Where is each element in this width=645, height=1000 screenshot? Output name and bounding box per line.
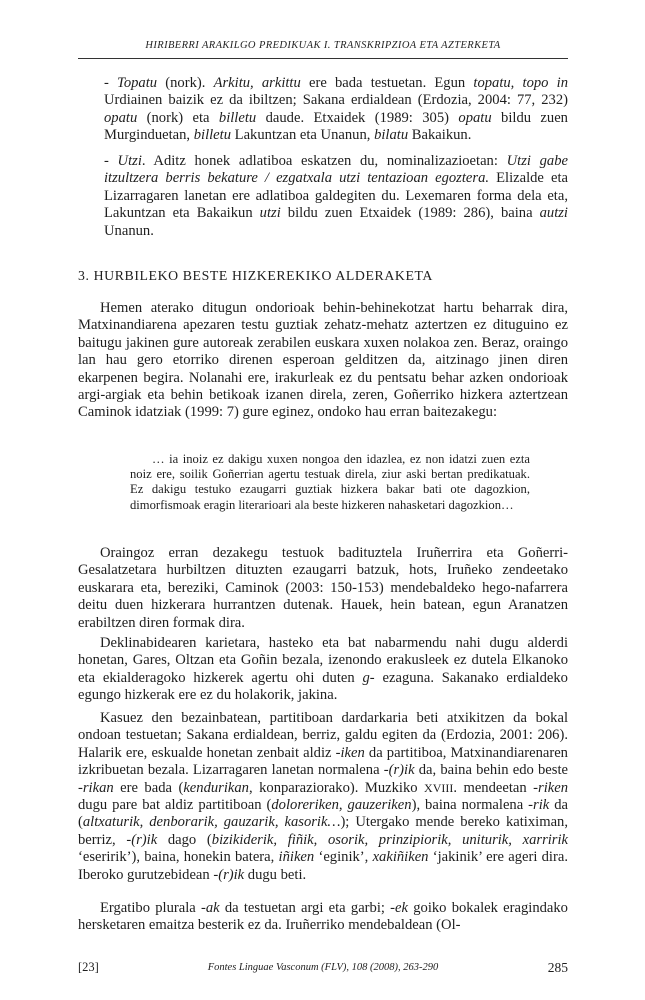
- paragraph-intro: Hemen aterako ditugun ondorioak behin-behinekotzat hartu beharrak dira, Matxinandiarena apezaren testu guztiak zehatz-mehatz aztertzen ez dituguino ez baitugu jakinen gure autoreak zerabilen euskara xuxen nolakoa zen. Beraz, oraingo lan hau gero etorriko direnen esperoan gelditzen da, aitzinago jinen diren ekarpenen begira. Nolanahi ere, irakurleak ez du pentsatu behar azken ondorioak argi-argiak eta behin betikoak izanen direla, zeren, Goñerriko hizkera aztertzean Caminok idatziak (1999: 7) gure eginez, ondoko hau erran baitezakegu:: [78, 300, 568, 421]
- paragraph-ergative: Ergatibo plurala -ak da testuetan argi eta garbi; -ek goiko bokalek eragindako hersketaren emaitza besterik ez da. Iruñerriko mendebaldean (Ol-: [78, 900, 568, 934]
- header-rule: [78, 58, 568, 59]
- paragraph-features: Oraingoz erran dezakegu testuok badituztela Iruñerrira eta Goñerri-Gesalatzetara hurbiltzen dituzten ezaugarri batzuk, hots, Iruñeko zendeetako euskarara eta, bereziki, Caminok (2003: 150-153) mendebaldeko hego-nafarrera deitu duen hizkerara hurrantzen dutenak. Hauek, hein batean, egun Aranatzen erabiltzen diren formak dira.: [78, 545, 568, 631]
- running-head: HIRIBERRI ARAKILGO PREDIKUAK I. TRANSKRIPZIOA ETA AZTERKETA: [145, 40, 501, 51]
- footer-journal-citation: Fontes Linguae Vasconum (FLV), 108 (2008), 263-290: [207, 962, 439, 973]
- list-item-text: - Utzi. Aditz honek adlatiboa eskatzen du, nominalizazioetan: Utzi gabe itzultzera berris bekature / ezgatxala utzi tentazioan egoztera. Elizalde eta Lizarragaren lanetan ere adlatiboa galdegiten du. Lexemaren forma dela eta, Lakuntzan eta Bakaikun utzi bildu zuen Etxaidek (1989: 286), baina autzi Unanun.: [104, 153, 568, 239]
- paragraph: [78, 900, 568, 935]
- section-title: 3. HURBILEKO BESTE HIZKEREKIKO ALDERAKETA: [78, 268, 433, 283]
- footer: [78, 960, 568, 980]
- paragraph-cases: Kasuez den bezainbatean, partitiboan dardarkaria beti atxikitzen da bokal ondoan testuetan; Sakana erdialdean, berriz, galdu egiten da (Erdozia, 2001: 206). Halarik ere, eskualde honetan zenbait aldiz -iken da partitiboa, Matxinandiarenaren izkribuetan bezala. Lizarragaren lanetan normalena -(r)ik da, baina behin edo beste -rikan ere bada (kendurikan, konparaziorako). Muzkiko XVIII. mendeetan -riken dugu pare bat aldiz partitiboan (doloreriken, gauzeriken), baina normalena -rik da (altxaturik, denborarik, gauzarik, kasorik…); Utergako mende bereko katiximan, berriz, -(r)ik dago (bizikiderik, fiñik, osorik, prinzipiorik, uniturik, xarririk ‘eseririk’), baina, honekin batera, iñiken ‘eginik’, xakiñiken ‘jakinik’ ere ageri dira. Iberoko gurutzebidean -(r)ik dugu beti.: [78, 710, 569, 883]
- page-number: 285: [547, 960, 568, 975]
- paragraph: [78, 635, 568, 705]
- paragraph: [78, 545, 568, 632]
- paragraph: [78, 710, 568, 884]
- block-quote: [130, 452, 530, 513]
- paragraph-declension: Deklinabidearen karietara, hasteko eta bat nabarmendu nahi dugu alderdi honetan, Gares, Oltzan eta Goñin bezala, izenondo erakusleek ez dutela Elkanoko eta ekialderagoko hizkerek agertu ohi duten g- ezaguna. Sakanako erdialdeko egungo hizkerak ere ez du holakorik, jakina.: [78, 635, 568, 704]
- footer-section-number: [23]: [78, 960, 99, 974]
- list-item-topatu: [78, 75, 568, 145]
- list-item-utzi: [78, 153, 568, 240]
- quote-text: … ia inoiz ez dakigu xuxen nongoa den idazlea, ez non idatzi zuen ezta noiz ere, soilik Goñerrian agertu testuak direla, ziur aski bertan predikatuak. Ez dakigu testuko ezaugarri guztiak hizkera bakar bati ote dagozkion, dimorfismoak eragin literarioari ala beste hizkeren nahasketari dagozkion…: [130, 452, 530, 512]
- paragraph: [78, 300, 568, 422]
- list-item-text: - Topatu (nork). Arkitu, arkittu ere bada testuetan. Egun topatu, topo in Urdiainen baizik ez da ibiltzen; Sakana erdialdean (Erdozia, 2004: 77, 232) opatu (nork) eta billetu daude. Etxaidek (1989: 305) opatu bildu zuen Murginduetan, billetu Lakuntzan eta Unanun, bilatu Bakaikun.: [104, 75, 568, 144]
